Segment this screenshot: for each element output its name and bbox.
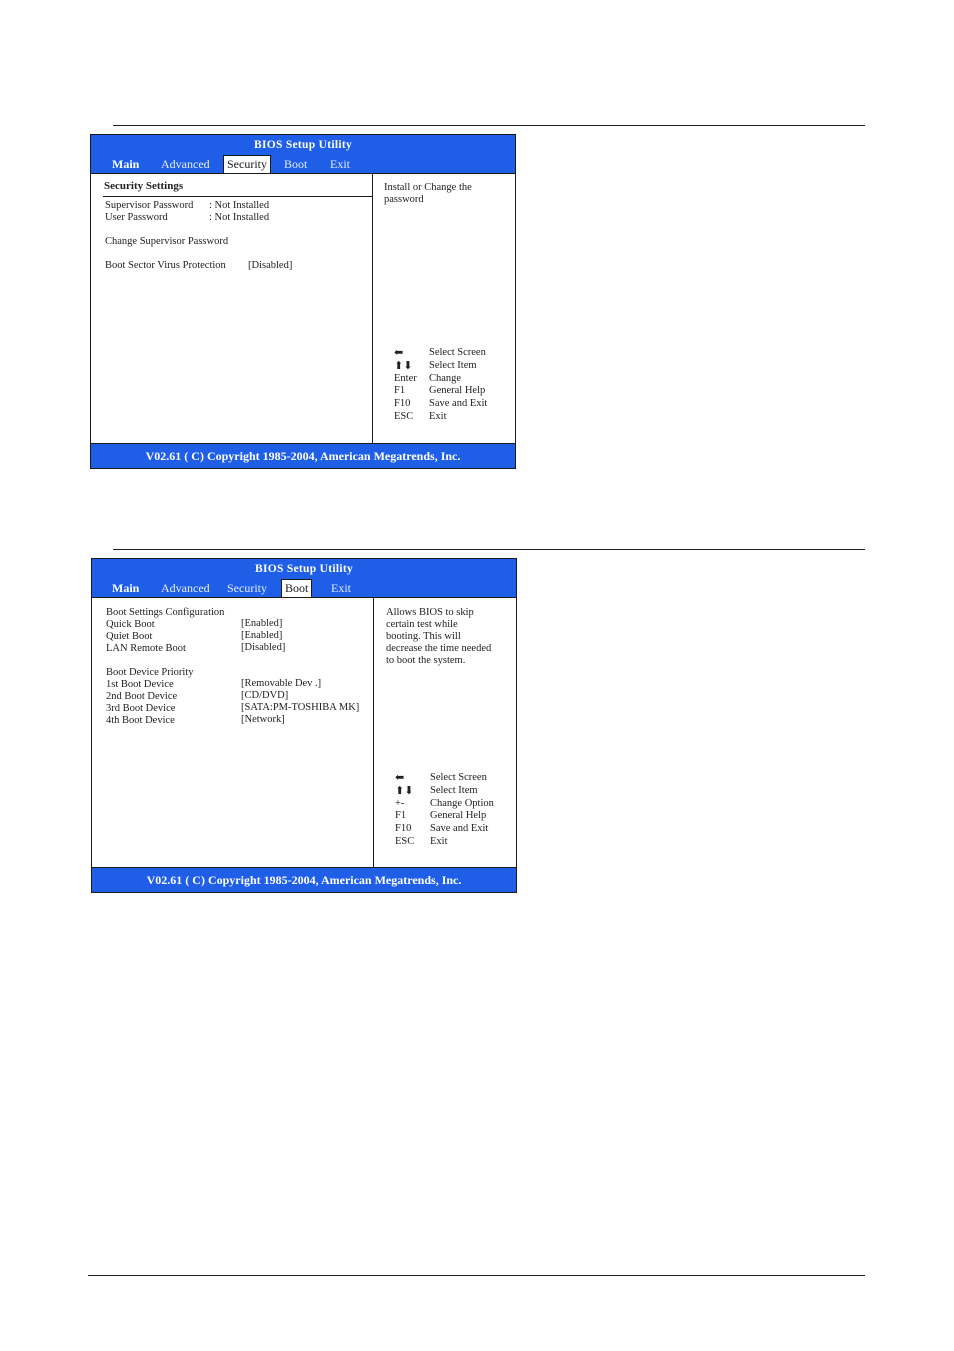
pane-divider <box>373 598 374 867</box>
bottom-rule <box>88 1275 865 1276</box>
key-row: F1 General Help <box>395 810 487 822</box>
key-row: ⬆⬇ Select Item <box>394 359 477 372</box>
key-row: ESC Exit <box>395 835 448 847</box>
left-arrow-icon: ⬅ <box>394 347 404 359</box>
boot-device-priority-heading: Boot Device Priority <box>106 667 194 678</box>
help-text: Install or Change the password <box>384 182 472 205</box>
lan-remote-boot-value[interactable]: [Disabled] <box>241 642 286 653</box>
bios-security-screen <box>90 134 516 469</box>
bios-title: BIOS Setup Utility <box>92 559 516 579</box>
top-rule-1 <box>113 125 865 126</box>
tab-boot[interactable]: Boot <box>284 157 308 171</box>
boot-device-4-value[interactable]: [Network] <box>241 714 285 725</box>
copyright-footer: V02.61 ( C) Copyright 1985-2004, American Megatrends, Inc. <box>91 443 515 468</box>
quick-boot-label[interactable]: Quick Boot <box>106 619 155 630</box>
boot-device-2-value[interactable]: [CD/DVD] <box>241 690 289 701</box>
quiet-boot-value[interactable]: [Enabled] <box>241 630 283 641</box>
tab-exit[interactable]: Exit <box>331 581 351 595</box>
user-password-value: : Not Installed <box>209 212 270 223</box>
help-text: Allows BIOS to skip certain test while booting. This will decrease the time needed to boot the system. <box>386 607 492 666</box>
key-legend <box>395 772 515 849</box>
copyright-footer: V02.61 ( C) Copyright 1985-2004, American Megatrends, Inc. <box>92 867 516 892</box>
change-supervisor-password-item[interactable]: Change Supervisor Password <box>105 236 229 247</box>
boot-device-4-label[interactable]: 4th Boot Device <box>106 715 175 726</box>
key-row: ⬆⬇ Select Item <box>395 784 478 797</box>
bios-menu-bar <box>92 579 516 598</box>
tab-advanced[interactable]: Advanced <box>161 581 210 595</box>
supervisor-password-label: Supervisor Password <box>105 200 194 211</box>
user-password-label: User Password <box>105 212 168 223</box>
quick-boot-value[interactable]: [Enabled] <box>241 618 283 629</box>
up-down-arrow-icon: ⬆⬇ <box>395 784 414 797</box>
tab-exit[interactable]: Exit <box>330 157 350 171</box>
left-arrow-icon: ⬅ <box>395 772 405 784</box>
key-row: F1 General Help <box>394 385 486 397</box>
supervisor-password-value: : Not Installed <box>209 200 270 211</box>
key-row: F10 Save and Exit <box>394 398 488 410</box>
key-row: F10 Save and Exit <box>395 823 489 835</box>
boot-device-3-value[interactable]: [SATA:PM-TOSHIBA MK] <box>241 702 360 713</box>
up-down-arrow-icon: ⬆⬇ <box>394 359 413 372</box>
key-row: ESC Exit <box>394 410 447 422</box>
tab-main[interactable]: Main <box>112 581 140 595</box>
boot-device-2-label[interactable]: 2nd Boot Device <box>106 691 178 702</box>
lan-remote-boot-label[interactable]: LAN Remote Boot <box>106 643 186 654</box>
boot-sector-virus-label[interactable]: Boot Sector Virus Protection <box>105 260 226 271</box>
bios-title: BIOS Setup Utility <box>91 135 515 155</box>
bios-menu-bar <box>91 155 515 174</box>
tab-security[interactable]: Security <box>227 581 267 595</box>
quiet-boot-label[interactable]: Quiet Boot <box>106 631 153 642</box>
tab-advanced[interactable]: Advanced <box>161 157 210 171</box>
tab-main[interactable]: Main <box>112 157 140 171</box>
bios-boot-screen <box>91 558 517 893</box>
top-rule-2 <box>113 549 865 550</box>
heading-underline <box>103 196 372 197</box>
tab-boot[interactable]: Boot <box>281 579 312 598</box>
boot-sector-virus-value[interactable]: [Disabled] <box>248 260 293 271</box>
boot-device-1-label[interactable]: 1st Boot Device <box>106 679 174 690</box>
boot-device-1-value[interactable]: [Removable Dev .] <box>241 678 322 689</box>
key-row: ⬅ Select Screen <box>395 772 487 784</box>
tab-security[interactable]: Security <box>223 155 271 174</box>
key-row: Enter Change <box>394 372 462 384</box>
key-legend <box>394 347 514 424</box>
key-row: ⬅ Select Screen <box>394 347 486 359</box>
pane-divider <box>372 174 373 443</box>
boot-settings-heading: Boot Settings Configuration <box>106 607 225 618</box>
key-row: +- Change Option <box>395 797 494 809</box>
section-heading: Security Settings <box>104 180 184 192</box>
boot-device-3-label[interactable]: 3rd Boot Device <box>106 703 176 714</box>
